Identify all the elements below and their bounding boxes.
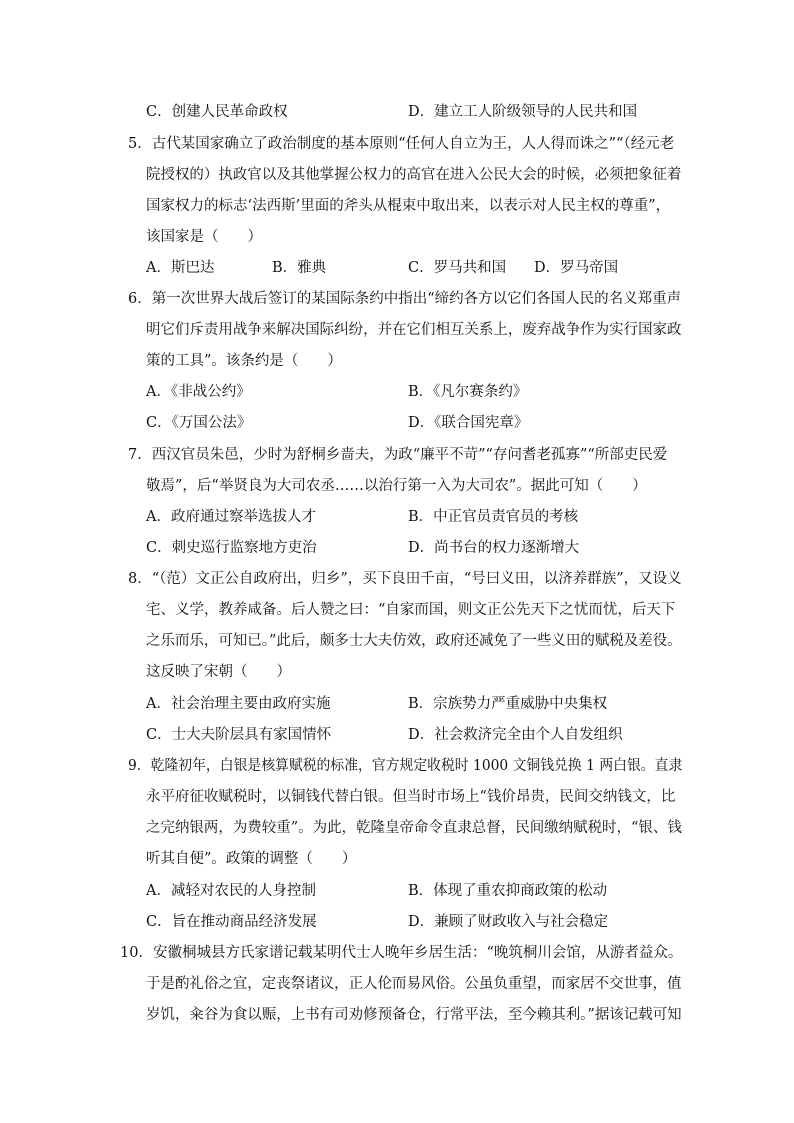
q9-option-b: B．体现了重农抑商政策的松动 [408,883,608,899]
q5-option-d: D．罗马帝国 [534,260,619,276]
q8-stem-line-3: 之乐而乐，可知已。”此后，颇多士大夫仿效，政府还减免了一些义田的赋税及差役。 [146,633,682,649]
q6-stem-line-3: 策的工具”。该条约是（ ） [146,353,342,369]
q5-option-a: A．斯巴达 [146,260,215,276]
q9-stem-line-2: 永平府征收赋税时，以铜钱代替白银。但当时市场上“钱价昂贵，民间交纳钱文，比 [146,789,676,805]
q9-stem-line-3: 之完纳银两，为费较重”。为此，乾隆皇帝命令直隶总督，民间缴纳赋税时，“银、钱 [146,820,682,836]
q6-option-d: D．《联合国宪章》 [408,415,529,431]
q10-stem-line-2: 于是酌礼俗之宜，定丧祭诸议，正人伦而易风俗。公虽负重望，而家居不交世事，值 [146,976,682,992]
q5-stem-line-3: 国家权力的标志‘法西斯’里面的斧头从棍束中取出来，以表示对人民主权的尊重”， [146,198,671,214]
q6-option-a: A．《非战公约》 [146,384,251,400]
q6-stem-line-2: 明它们斥责用战争来解决国际纠纷，并在它们相互关系上，废弃战争作为实行国家政 [146,322,682,338]
q10-stem-line-3: 岁饥，籴谷为食以赈，上书有司劝修预备仓，行常平法，至今赖其利。”据该记载可知 [146,1007,682,1023]
q5-stem-line-4: 该国家是（ ） [146,229,262,245]
q9-stem-line-1: 9．乾隆初年，白银是核算赋税的标准，官方规定收税时 1000 文铜钱兑换 1 两白银。直隶 [128,758,683,774]
q9-stem-line-4: 听其自便”。政策的调整（ ） [146,851,357,867]
q7-stem-line-2: 敬焉”，后“举贤良为大司农丞……以治行第一入为大司农”。据此可知（ ） [146,478,647,494]
q8-option-a: A．社会治理主要由政府实施 [146,696,331,712]
q7-option-a: A．政府通过察举选拔人才 [146,509,316,525]
q8-stem-line-2: 宅、义学，教养咸备。后人赞之曰：“自家而国，则文正公先天下之忧而忧，后天下 [146,602,676,618]
q6-option-c: C．《万国公法》 [146,415,252,431]
q6-stem-line-1: 6．第一次世界大战后签订的某国际条约中指出“缔约各方以它们各国人民的名义郑重声 [128,291,682,307]
q8-option-c: C．士大夫阶层具有家国情怀 [146,727,332,743]
q9-option-d: D．兼顾了财政收入与社会稳定 [408,914,609,930]
q7-option-b: B．中正官员责官员的考核 [408,509,579,525]
q7-option-c: C．刺史巡行监察地方吏治 [146,540,317,556]
q5-stem-line-2: 院授权的）执政官以及其他掌握公权力的高官在进入公民大会的时候，必须把象征着 [146,167,682,183]
q8-option-b: B．宗族势力严重威胁中央集权 [408,696,608,712]
q6-option-b: B．《凡尔赛条约》 [408,384,528,400]
q7-stem-line-1: 7．西汉官员朱邑，少时为舒桐乡啬夫，为政“廉平不苛”“存问耆老孤寡”“所部吏民爱 [128,447,668,463]
q7-option-d: D．尚书台的权力逐渐增大 [408,540,580,556]
q4-option-d: D．建立工人阶级领导的人民共和国 [408,104,638,120]
q5-option-b: B．雅典 [272,260,327,276]
q10-stem-line-1: 10．安徽桐城县方氏家谱记载某明代士人晚年乡居生活：“晚筑桐川会馆，从游者益众。 [120,945,683,961]
q5-stem-line-1: 5．古代某国家确立了政治制度的基本原则“任何人自立为王，人人得而诛之”“（经元老 [128,136,675,152]
q9-option-a: A．减轻对农民的人身控制 [146,883,316,899]
q9-option-c: C．旨在推动商品经济发展 [146,914,317,930]
q5-option-c: C．罗马共和国 [408,260,507,276]
q8-option-d: D．社会救济完全由个人自发组织 [408,727,623,743]
q8-stem-line-4: 这反映了宋朝（ ） [146,664,291,680]
q8-stem-line-1: 8．“（范）文正公自政府出，归乡”，买下良田千亩，“号曰义田，以济养群族”，又设义 [128,571,682,587]
q4-option-c: C．创建人民革命政权 [146,104,288,120]
